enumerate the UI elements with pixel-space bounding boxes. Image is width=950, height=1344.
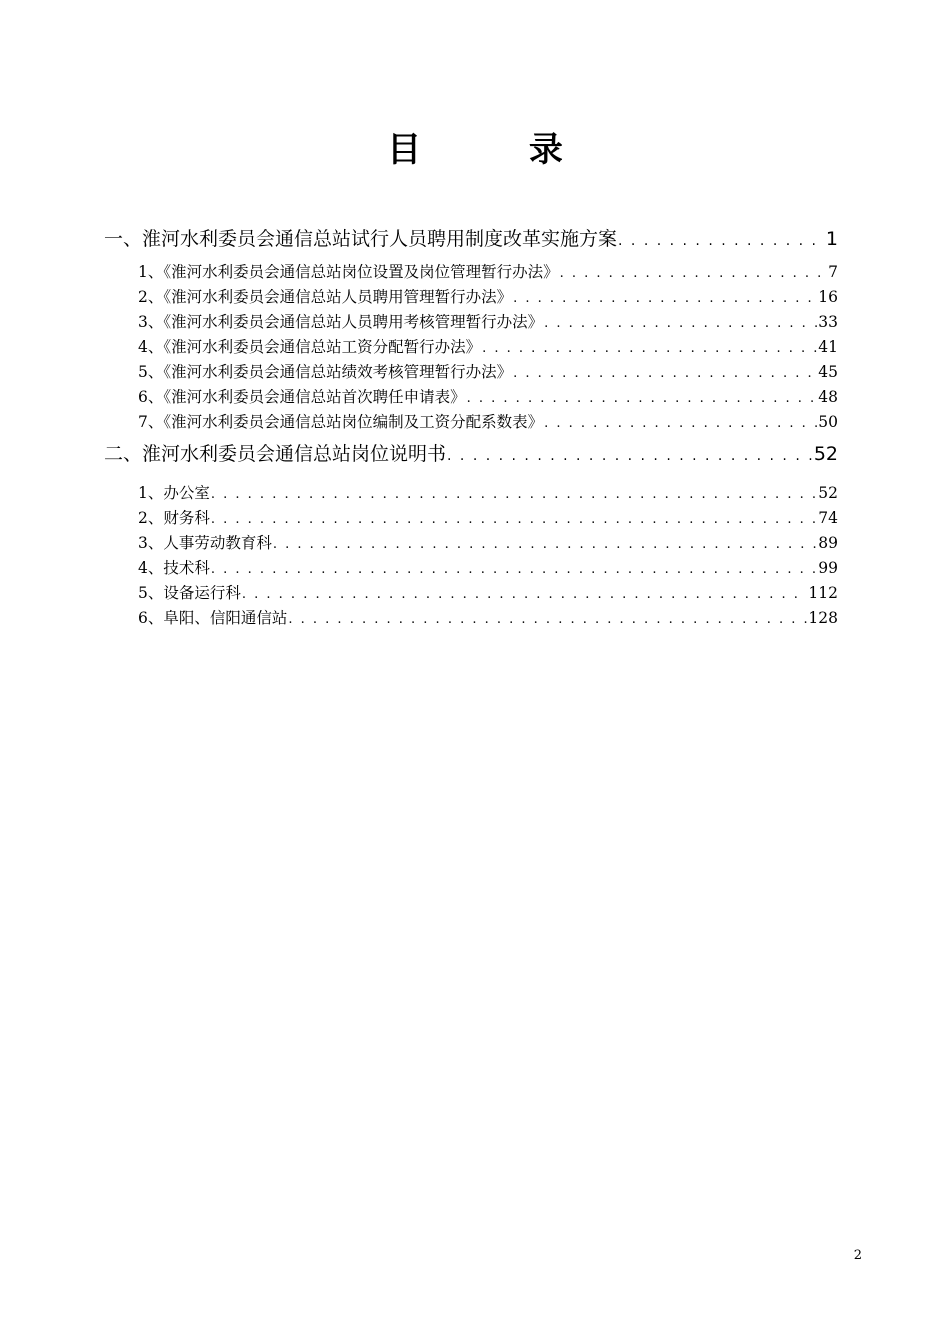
dot-leader	[560, 261, 828, 286]
dot-leader	[288, 607, 807, 632]
toc-item-page: 7	[828, 263, 838, 281]
toc-item[interactable]	[104, 556, 838, 581]
toc-item[interactable]	[104, 385, 838, 410]
toc-item[interactable]	[104, 260, 838, 285]
toc-item-page: 45	[818, 363, 838, 381]
toc-section-1[interactable]	[104, 224, 838, 254]
toc-item[interactable]	[104, 335, 838, 360]
toc-item[interactable]	[104, 481, 838, 506]
dot-leader	[482, 336, 817, 361]
toc-item-label: 6、阜阳、信阳通信站	[138, 609, 288, 627]
toc-section-label: 二、淮河水利委员会通信总站岗位说明书	[104, 443, 447, 465]
toc-section-1-items	[104, 260, 838, 435]
dot-leader	[273, 532, 817, 557]
dot-leader	[544, 311, 817, 336]
toc-item-page: 99	[818, 559, 838, 577]
toc-section-page: 1	[825, 228, 838, 250]
toc-item-page: 41	[818, 338, 838, 356]
dot-leader	[211, 557, 817, 582]
toc-item-page: 89	[818, 534, 838, 552]
toc-item-label: 2、《淮河水利委员会通信总站人员聘用管理暂行办法》	[138, 288, 513, 306]
toc-item-label: 1、《淮河水利委员会通信总站岗位设置及岗位管理暂行办法》	[138, 263, 559, 281]
toc-item-page: 74	[818, 509, 838, 527]
toc-item-page: 52	[818, 484, 838, 502]
toc-item-label: 3、《淮河水利委员会通信总站人员聘用考核管理暂行办法》	[138, 313, 544, 331]
toc-item-page: 16	[818, 288, 838, 306]
dot-leader	[242, 582, 808, 607]
footer-page-number: 2	[853, 1248, 862, 1263]
toc-item[interactable]	[104, 410, 838, 435]
dot-leader	[513, 361, 817, 386]
dot-leader	[447, 441, 813, 471]
toc-item-page: 33	[818, 313, 838, 331]
dot-leader	[211, 482, 817, 507]
toc-item[interactable]	[104, 310, 838, 335]
toc-section-2-items	[104, 481, 838, 631]
toc-section-2[interactable]	[104, 439, 838, 469]
toc-item-label: 1、办公室	[138, 484, 210, 502]
toc-item[interactable]	[104, 360, 838, 385]
toc-item-label: 2、财务科	[138, 509, 210, 527]
toc-item-label: 6、《淮河水利委员会通信总站首次聘任申请表》	[138, 388, 466, 406]
toc-item-label: 4、《淮河水利委员会通信总站工资分配暂行办法》	[138, 338, 482, 356]
toc-item-label: 3、人事劳动教育科	[138, 534, 272, 552]
toc-section-page: 52	[813, 443, 838, 465]
dot-leader	[211, 507, 817, 532]
toc-item[interactable]	[104, 506, 838, 531]
toc-item-page: 112	[808, 584, 838, 602]
toc-item-page: 50	[818, 413, 838, 431]
toc-item[interactable]	[104, 531, 838, 556]
toc-item[interactable]	[104, 581, 838, 606]
dot-leader	[467, 386, 818, 411]
toc-item-page: 48	[818, 388, 838, 406]
dot-leader	[618, 226, 825, 256]
toc-item-label: 4、技术科	[138, 559, 210, 577]
toc-item-label: 5、设备运行科	[138, 584, 241, 602]
toc-item-page: 128	[808, 609, 838, 627]
dot-leader	[544, 411, 817, 436]
toc-section-label: 一、淮河水利委员会通信总站试行人员聘用制度改革实施方案	[104, 228, 618, 250]
toc-item-label: 7、《淮河水利委员会通信总站岗位编制及工资分配系数表》	[138, 413, 544, 431]
toc-item-label: 5、《淮河水利委员会通信总站绩效考核管理暂行办法》	[138, 363, 513, 381]
toc-item[interactable]	[104, 606, 838, 631]
table-of-contents	[104, 224, 838, 631]
page-title: 目 录	[387, 130, 611, 170]
toc-item[interactable]	[104, 285, 838, 310]
dot-leader	[513, 286, 817, 311]
